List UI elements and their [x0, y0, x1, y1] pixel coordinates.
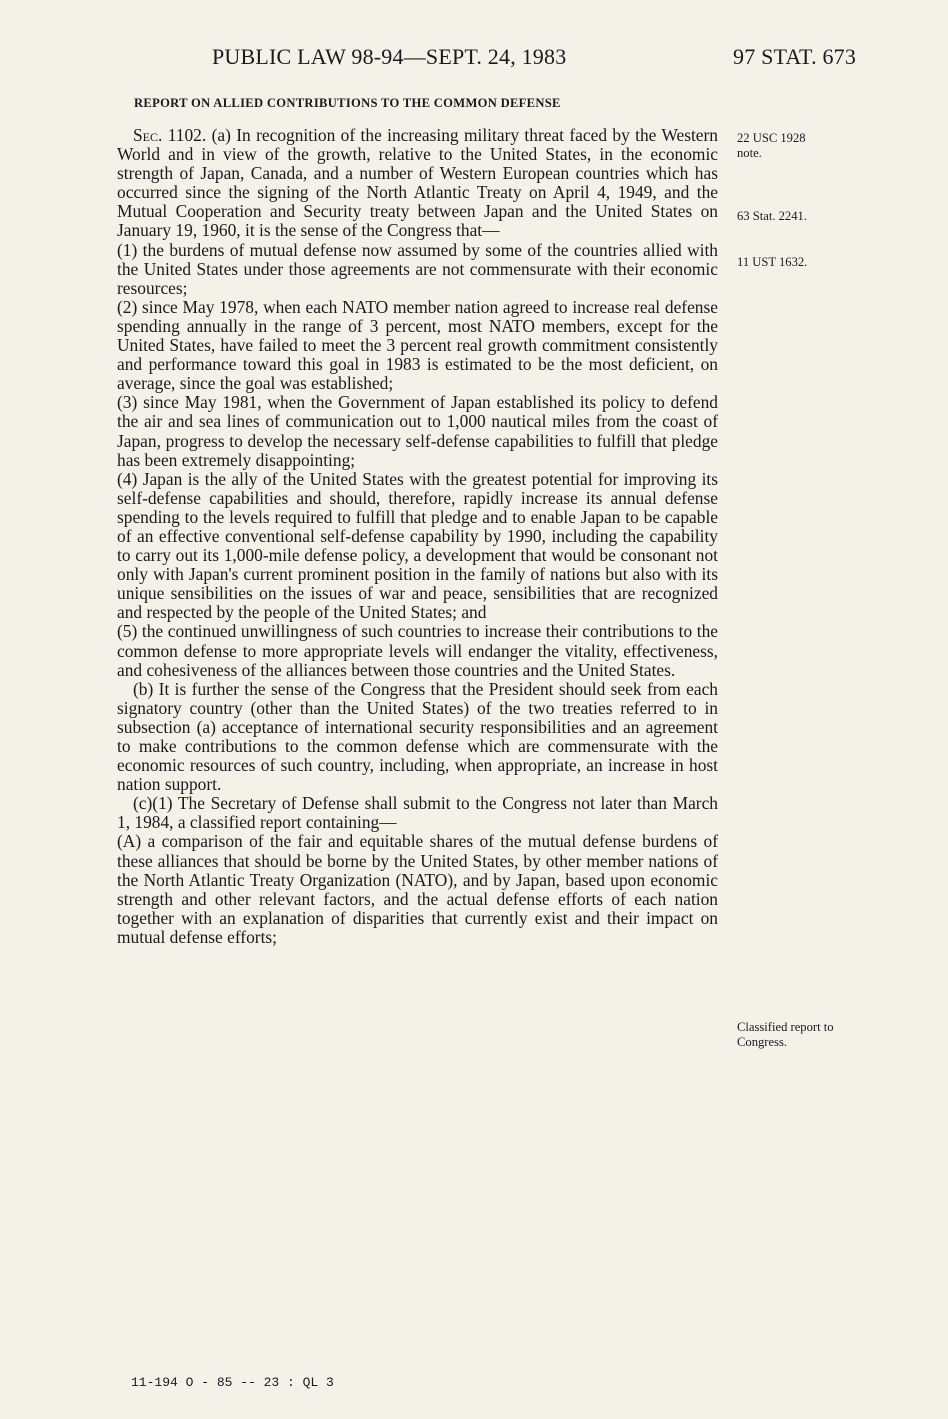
paragraph-item-2: (2) since May 1978, when each NATO member nation agreed to increase real defense spending annually in the range of 3 percent, most NATO members, except for the United States, have failed to meet the 3 percent real growth commitment consistently and performance toward this goal in 1983 is estimated to be the most deficient, on average, since the goal was established; [117, 296, 718, 394]
section-intro [117, 126, 718, 241]
section-intro-text: 1102. (a) In recognition of the increasing military threat faced by the Western World and in view of the growth, relative to the United States, in the economic strength of Japan, Canada, and a number of Western European countries which has occurred since the signing of the North Atlantic Treaty on April 4, 1949, and the Mutual Cooperation and Security treaty between Japan and the United States on January 19, 1960, it is the sense of the Congress that— [117, 125, 718, 241]
margin-note-usc: 22 USC 1928 note. [737, 131, 806, 160]
paragraph-item-5: (5) the continued unwillingness of such countries to increase their contributions to the common defense to more appropriate levels will endanger the vitality, effectiveness, and cohesiveness of the alliances between those countries and the United States. [117, 621, 718, 680]
subsection-b: (b) It is further the sense of the Congress that the President should seek from each signatory country (other than the United States) of the two treaties referred to in subsection (a) acceptance of international security responsibilities and an agreement to make contributions to the common defense which are commensurate with the economic resources of such country, including, when appropriate, an increase in host nation support. [117, 678, 718, 795]
margin-note-ust: 11 UST 1632. [737, 255, 808, 269]
section-heading: REPORT ON ALLIED CONTRIBUTIONS TO THE COMMON DEFENSE [134, 96, 561, 110]
page-header-stat: 97 STAT. 673 [733, 44, 857, 69]
page-footer: 11-194 O - 85 -- 23 : QL 3 [131, 1375, 334, 1390]
paragraph-item-3: (3) since May 1981, when the Government of Japan established its policy to defend the air and sea lines of communication out to 1,000 nautical miles from the coast of Japan, progress to develop the necessary self-defense capabilities to fulfill that pledge has been extremely disappointing; [117, 392, 718, 470]
paragraph-item-1: (1) the burdens of mutual defense now assumed by some of the countries allied with the United States under those agreements are not commensurate with their economic resources; [117, 239, 718, 298]
page-header-title: PUBLIC LAW 98-94—SEPT. 24, 1983 [212, 44, 567, 69]
sec-label: Sec. [133, 125, 163, 145]
paragraph-item-4: (4) Japan is the ally of the United States with the greatest potential for improving its self-defense capabilities and should, therefore, rapidly increase its annual defense spending to the levels required to fulfill that pledge and to enable Japan to be capable of an effective conventional self-defense capability by 1990, including the capability to carry out its 1,000-mile defense policy, a development that would be consonant not only with Japan's current prominent position in the family of nations but also with its unique sensibilities on the issues of war and peace, sensibilities that are recognized and respected by the people of the United States; and [117, 468, 718, 623]
body-text [117, 126, 718, 947]
subsection-c: (c)(1) The Secretary of Defense shall submit to the Congress not later than March 1, 1984, a classified report containing— [117, 793, 718, 833]
subsection-c-a: (A) a comparison of the fair and equitable shares of the mutual defense burdens of these alliances that should be borne by the United States, by other member nations of the North Atlantic Treaty Organization (NATO), and by Japan, based upon economic strength and other relevant factors, and the actual defense efforts of each nation together with an explanation of disparities that currently exist and their impact on mutual defense efforts; [117, 831, 718, 947]
margin-note-stat: 63 Stat. 2241. [737, 209, 807, 223]
margin-note-classified: Classified report to Congress. [737, 1020, 834, 1049]
